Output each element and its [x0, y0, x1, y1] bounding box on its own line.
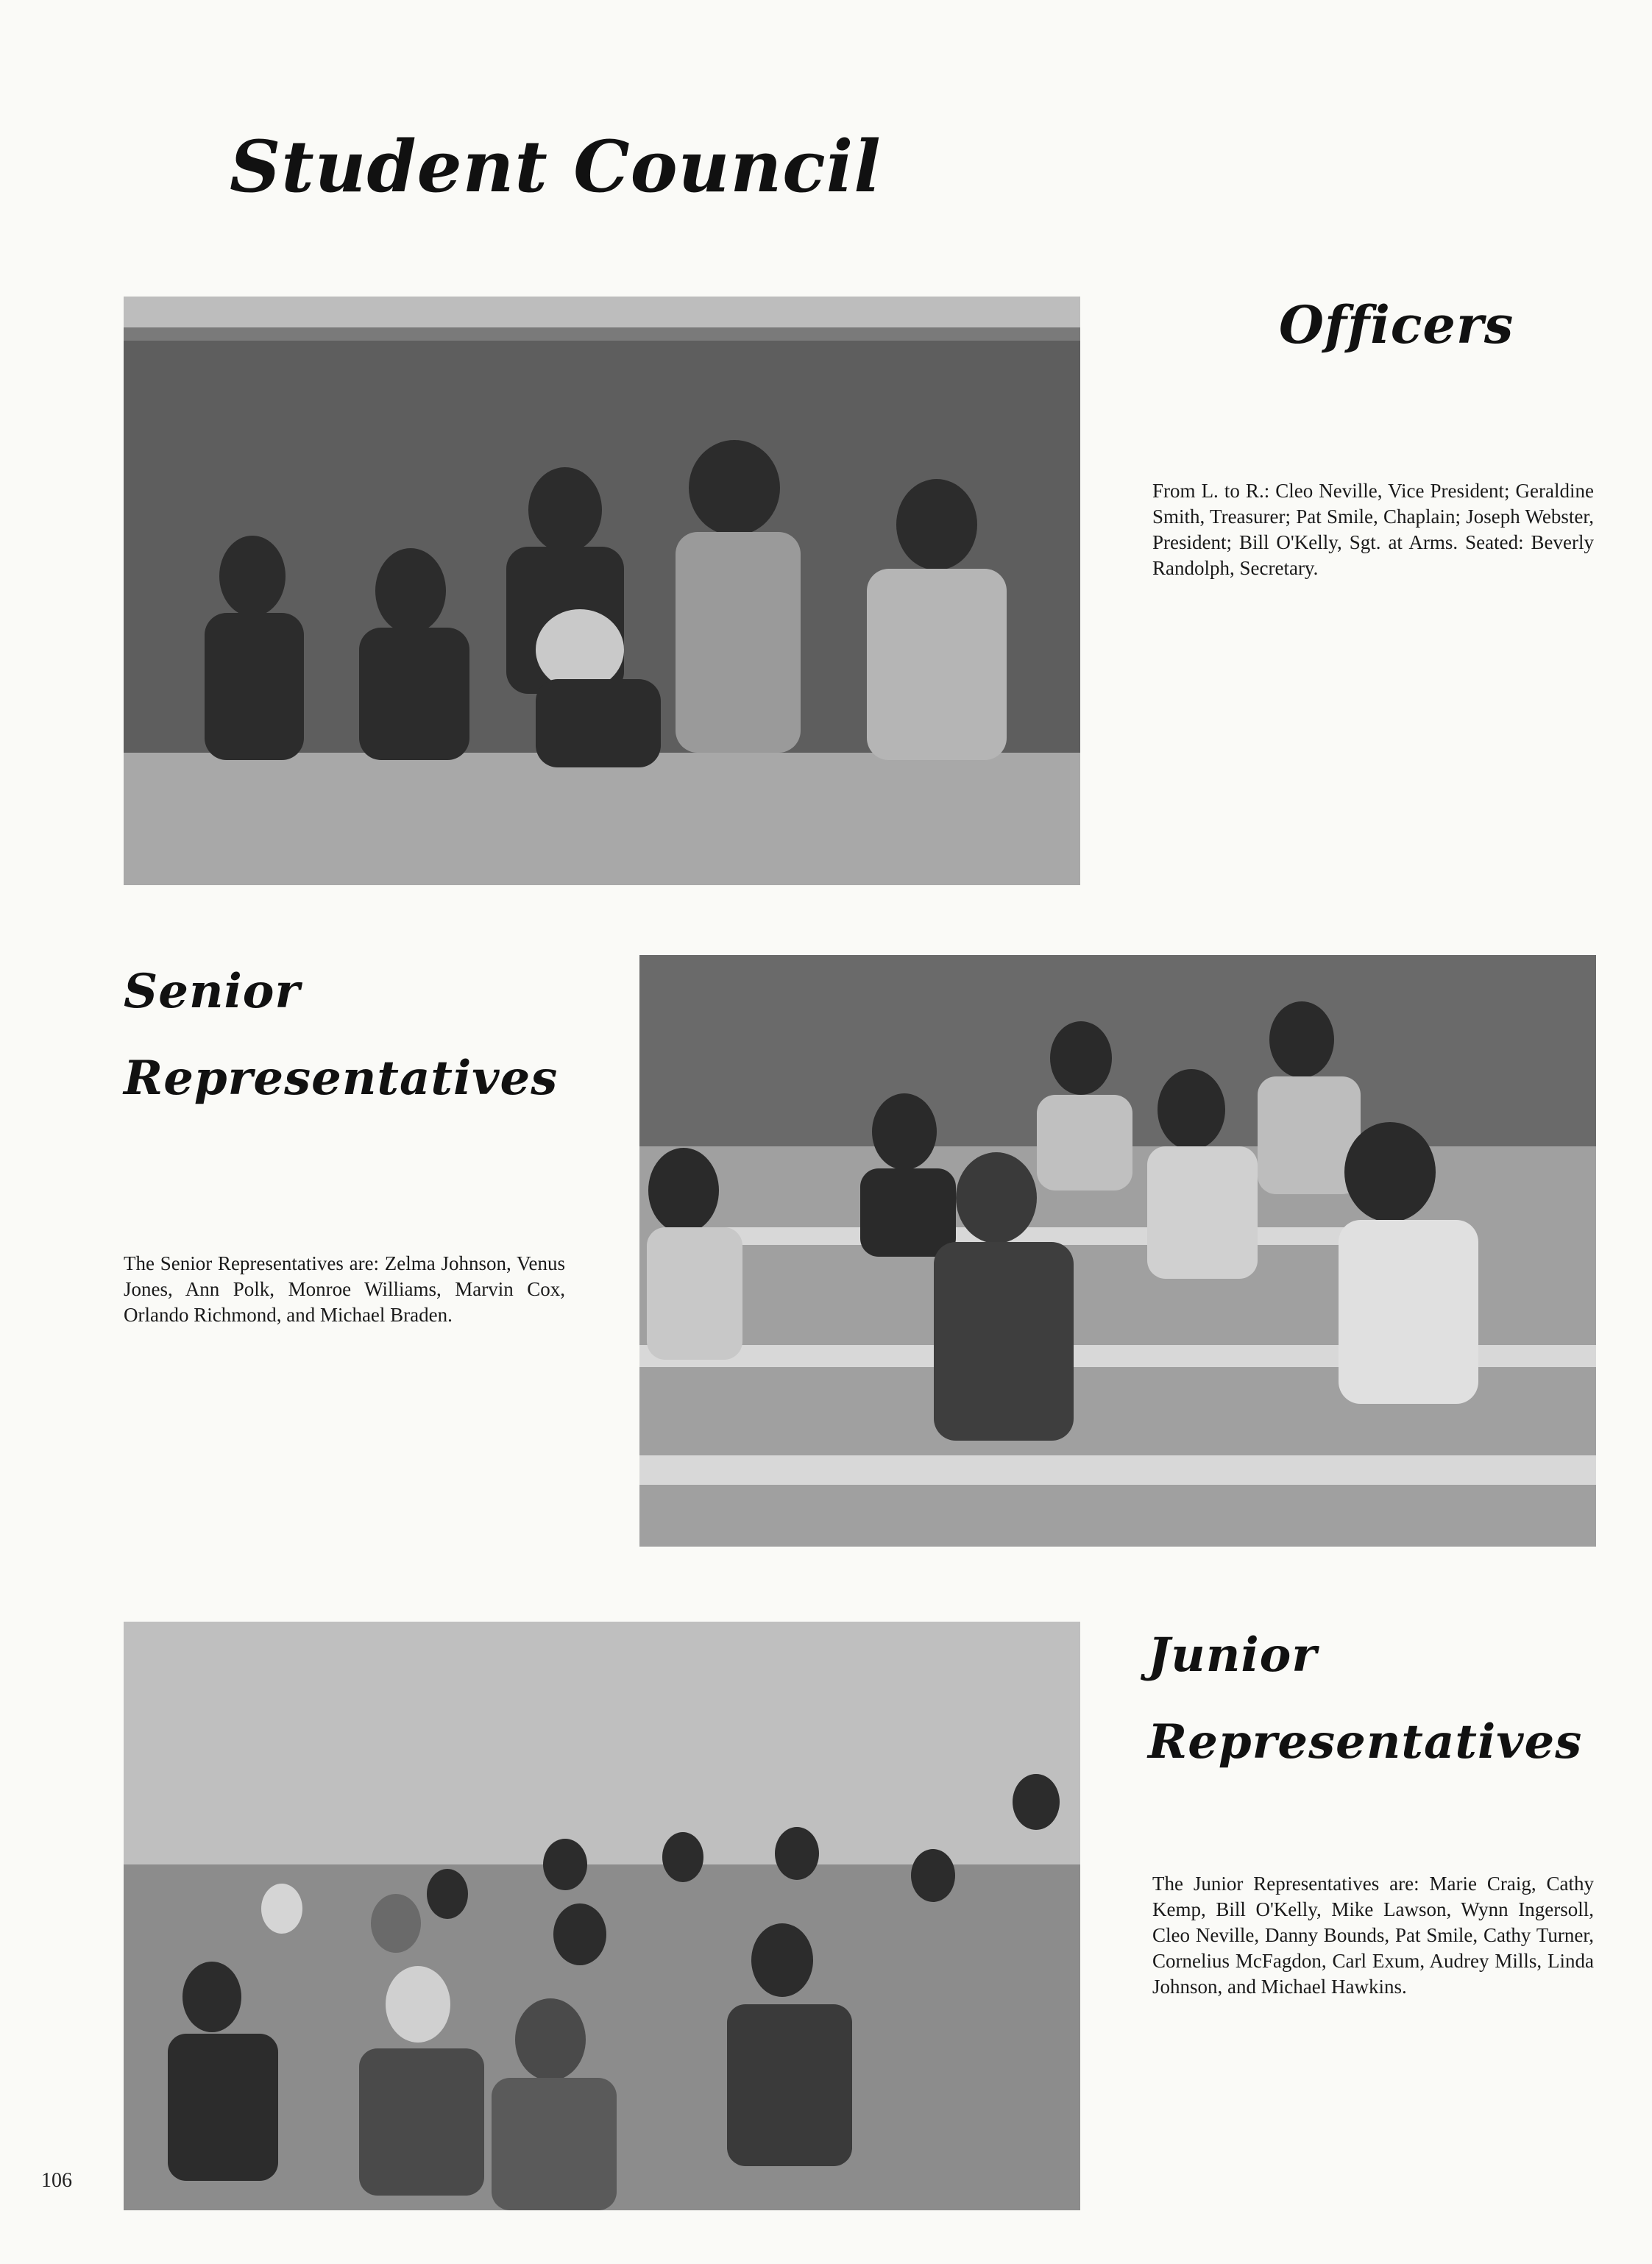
- junior-heading-line1: Junior: [1148, 1628, 1318, 1683]
- senior-heading-line1: Senior: [124, 964, 301, 1019]
- officers-photo: [124, 297, 1080, 885]
- page-title: Student Council: [230, 125, 882, 208]
- junior-heading-line2: Representatives: [1148, 1714, 1583, 1770]
- page-number: 106: [41, 2169, 72, 2192]
- senior-heading-line2: Representatives: [124, 1051, 559, 1106]
- officers-heading: Officers: [1279, 294, 1514, 355]
- officers-caption: From L. to R.: Cleo Neville, Vice President; Geraldine Smith, Treasurer; Pat Smile, Chaplain; Joseph Webster, President; Bill O'Kelly, Sgt. at Arms. Seated: Beverly Randolph, Secretary.: [1152, 480, 1594, 579]
- senior-caption: The Senior Representatives are: Zelma Johnson, Venus Jones, Ann Polk, Monroe Williams, Marvin Cox, Orlando Richmond, and Michael Braden.: [124, 1252, 565, 1326]
- senior-photo: [639, 955, 1596, 1547]
- junior-photo: [124, 1622, 1080, 2210]
- junior-caption: The Junior Representatives are: Marie Craig, Cathy Kemp, Bill O'Kelly, Mike Lawson, Wynn Ingersoll, Cleo Neville, Danny Bounds, Pat Smile, Cathy Turner, Cornelius McFagdon, Carl Exum, Audrey Mills, Linda Johnson, and Michael Hawkins.: [1152, 1873, 1594, 1998]
